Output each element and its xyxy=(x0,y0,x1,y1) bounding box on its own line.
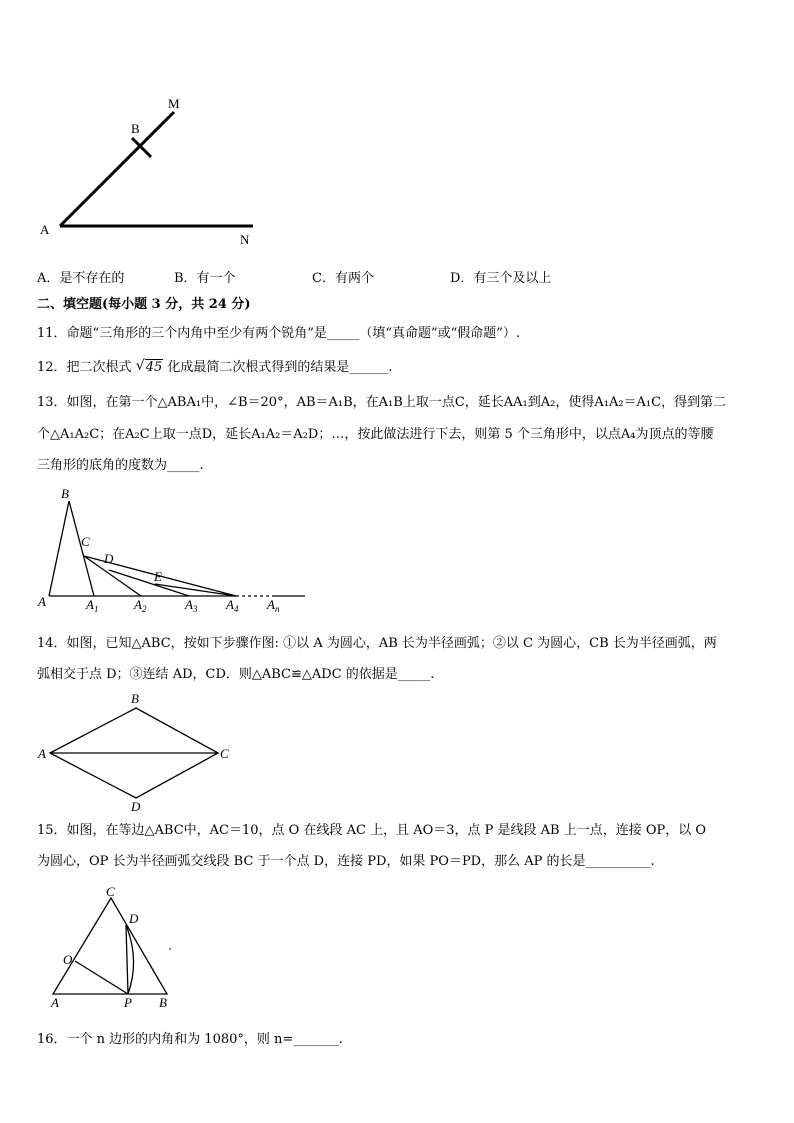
fig14-label-a: A xyxy=(38,746,46,761)
fig13-label-a4: $A_4$ xyxy=(226,597,239,614)
question-15-line1: 15．如图，在等边△ABC中，AC＝10，点 O 在线段 AC 上，且 AO＝3，点 P 是线段 AB 上一点，连接 OP，以 O xyxy=(37,823,707,838)
question-13-line3: 三角形的底角的度数为_____. xyxy=(37,458,204,473)
label-a: A xyxy=(40,222,50,237)
radicand: 45 xyxy=(145,360,163,375)
question-16: 16．一个 n 边形的内角和为 1080°，则 n=_______. xyxy=(37,1032,343,1047)
sqrt-expression: √ 45 xyxy=(135,358,163,375)
label-n: N xyxy=(240,232,250,247)
fig13-label-a3: $A_3$ xyxy=(185,597,198,614)
question-11: 11．命题“三角形的三个内角中至少有两个锐角”是_____（填“真命题”或“假命题”）. xyxy=(37,326,521,341)
question-13-line1: 13．如图，在第一个△ABA₁中，∠B＝20°，AB＝A₁B，在A₁B上取一点C，延长AA₁到A₂，使得A₁A₂＝A₁C，得到第二 xyxy=(37,395,727,410)
fig15-label-c: C xyxy=(106,884,115,899)
fig14-label-b: B xyxy=(131,691,139,706)
fig15-label-b: B xyxy=(159,995,167,1010)
fig15-label-d: D xyxy=(129,911,139,926)
fig13-label-a1: $A_1$ xyxy=(86,597,99,614)
fig14-label-d: D xyxy=(131,799,141,814)
question-14-line1: 14．如图，已知△ABC，按如下步骤作图: ①以 A 为圆心，AB 长为半径画弧；②以 C 为圆心，CB 长为半径画弧，两 xyxy=(37,636,717,651)
section-title: 二、填空题(每小题 3 分，共 24 分) xyxy=(37,297,251,312)
fig13-label-b: B xyxy=(61,486,69,501)
fig15-label-p: P xyxy=(124,995,132,1010)
label-b: B xyxy=(131,121,140,136)
fig13-label-d: D xyxy=(104,551,114,566)
q12-before: 12．把二次根式 xyxy=(37,360,132,375)
label-m: M xyxy=(168,96,180,111)
option-d: D．有三个及以上 xyxy=(450,271,552,286)
question-13-line2: 个△A₁A₂C；在A₂C上取一点D，延长A₁A₂＝A₂D；…，按此做法进行下去，则第 5 个三角形中，以点A₄为顶点的等腰 xyxy=(37,427,714,442)
question-14-line2: 弧相交于点 D；③连结 AD，CD．则△ABC≌△ADC 的依据是_____. xyxy=(37,667,435,682)
option-c: C．有两个 xyxy=(312,271,374,286)
fig13-label-a: A xyxy=(38,594,46,609)
fig13-label-e: E xyxy=(154,569,162,584)
fig15-label-o: O xyxy=(63,952,73,967)
question-15-line2: 为圆心，OP 长为半径画弧交线段 BC 于一个点 D，连接 PD，如果 PO＝PD，那么 AP 的长是__________. xyxy=(37,854,655,869)
option-b: B．有一个 xyxy=(174,271,236,286)
fig13-label-c: C xyxy=(81,534,90,549)
fig13-label-an: $A_n$ xyxy=(267,597,280,614)
option-a: A．是不存在的 xyxy=(37,271,125,286)
fig14-label-c: C xyxy=(220,746,229,761)
fig13-label-a2: $A_2$ xyxy=(134,597,147,614)
fig15-label-a: A xyxy=(51,995,59,1010)
q12-after: 化成最简二次根式得到的结果是______. xyxy=(167,360,393,375)
